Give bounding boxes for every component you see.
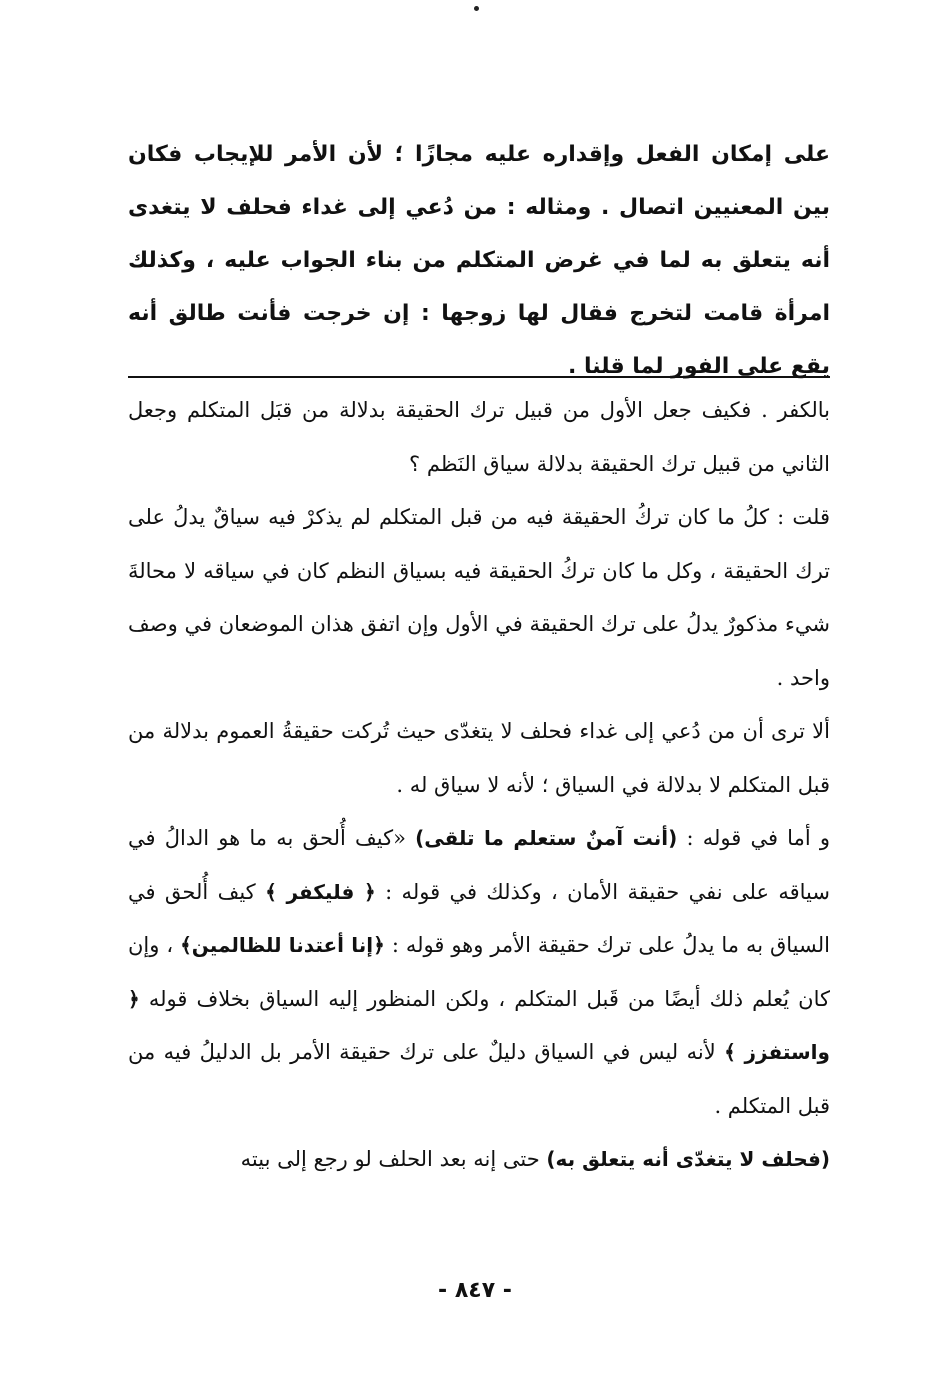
commentary-paragraph-4	[128, 812, 830, 1133]
footnote-divider	[128, 376, 830, 378]
p4-text-e: لأنه ليس في السياق دليلٌ على ترك حقيقة الأمر بل الدليلُ فيه من قبل المتكلم .	[128, 1040, 830, 1118]
p4-ayah-1: ﴿ فليكفر ﴾	[265, 879, 376, 904]
main-paragraph: على إمكان الفعل وإقداره عليه مجازًا ؛ لأن الأمر للإيجاب فكان بين المعنيين اتصال . ومثاله : من دُعي إلى غداء فحلف لا يتغدى أنه يتعلق به لما في غرض المتكلم من بناء الجواب عليه ، وكذلك امرأة قامت لتخرج فقال لها زوجها : إن خرجت فأنت طالق أنه يقع على الفور لما قلنا .	[128, 142, 830, 379]
commentary-paragraph-5	[128, 1133, 830, 1187]
commentary-paragraph-2: قلت : كلُ ما كان تركُ الحقيقة فيه من قبل المتكلم لم يذكرْ فيه سياقٌ يدلُ على ترك الحقيقة ، وكل ما كان تركُ الحقيقة فيه بسياق النظم كان في سياقه لا محالةَ شيء مذكورٌ يدلُ على ترك الحقيقة في الأول وإن اتفق هذان الموضعان في وصف واحد .	[128, 505, 830, 690]
p4-ayah-2: ﴿إنا أعتدنا للظالمين﴾	[180, 933, 385, 957]
main-text-block	[128, 128, 830, 393]
p4-intro: و أما في قوله :	[686, 826, 830, 850]
p4-text-b: «كيف أُلحق به ما هو الدالُ في سياقه على نفي حقيقة الأمان ، وكذلك في قوله :	[128, 826, 830, 904]
p5-quote: (فحلف لا يتغدّى أنه يتعلق به)	[546, 1147, 830, 1171]
top-mark	[474, 6, 479, 11]
p5-text: حتى إنه بعد الحلف لو رجع إلى بيته	[240, 1147, 540, 1171]
commentary-block	[128, 384, 830, 1187]
p4-quote: (أنت آمنٌ ستعلم ما تلقى)	[415, 826, 678, 850]
page-number: - ٨٤٧ -	[438, 1278, 512, 1303]
p4-text-c: كيف أُلحق في السياق به ما يدلُ على ترك حقيقة الأمر وهو قوله :	[128, 879, 830, 957]
commentary-paragraph-3: ألا ترى أن من دُعي إلى غداء فحلف لا يتغدّى حيث تُركت حقيقةُ العموم بدلالة من قبل المتكلم لا بدلالة في السياق ؛ لأنه لا سياق له .	[128, 719, 830, 797]
commentary-paragraph-1: بالكفر . فكيف جعل الأول من قبيل ترك الحقيقة بدلالة من قبَل المتكلم وجعل الثاني من قبيل ترك الحقيقة بدلالة سياق النَظم ؟	[128, 398, 830, 476]
p4-ayah-3: ﴿ واستفزز ﴾	[128, 986, 830, 1064]
p4-text-d: ، وإن كان يُعلم ذلك أيضًا من قَبل المتكلم ، ولكن المنظور إليه السياق بخلاف قوله	[128, 933, 830, 1011]
